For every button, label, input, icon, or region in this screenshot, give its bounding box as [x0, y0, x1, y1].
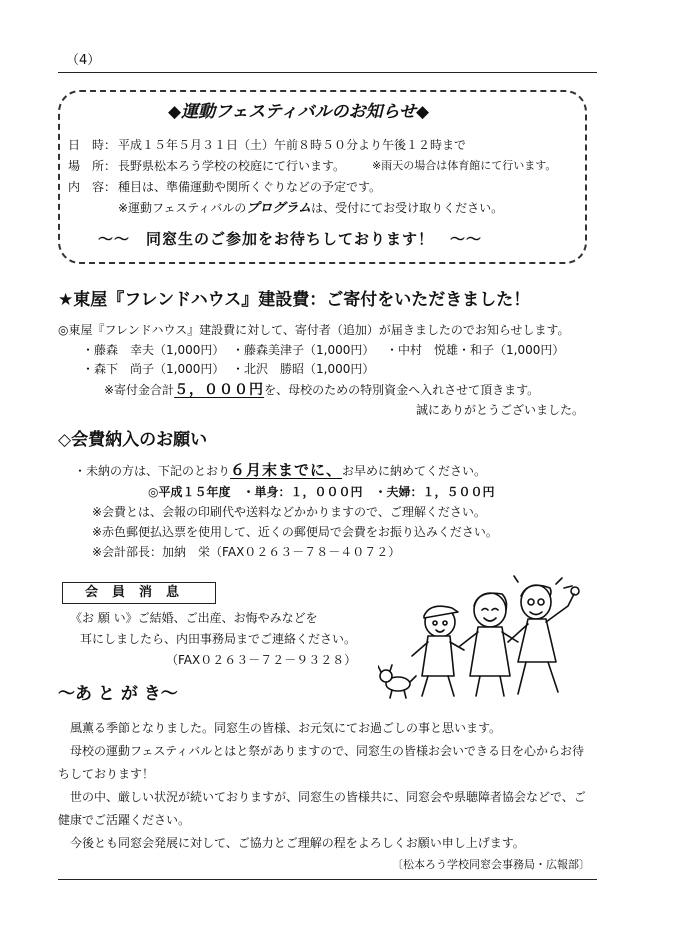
cheering-people-illustration: [378, 572, 590, 702]
festival-closing: ～～ 同窓生のご参加をお待ちしております！ ～～: [98, 230, 483, 248]
afterword-signature: 〔松本ろう学校同窓会事務局・広報部〕: [392, 858, 590, 871]
festival-place-label: 場 所：: [68, 159, 117, 173]
member-news-fax: （FAX０２６３－７２－９３２８）: [166, 653, 357, 667]
program-prefix: ※運動フェスティバルの: [118, 201, 247, 215]
festival-content: 種目は、準備運動や関所くぐりなどの予定です。: [118, 180, 382, 194]
total-suffix: を、母校のための特別資金へ入れさせて頂きます。: [264, 383, 540, 397]
dues-note: ※会費とは、会報の印刷代や送料などかかりますので、ご理解ください。: [92, 505, 486, 519]
afterword-line: 健康でご活躍ください。: [58, 813, 191, 827]
afterword-line: 風薫る季節となりました。同窓生の皆様、お元気にてお過ごしの事と思います。: [70, 721, 502, 735]
festival-content-label: 内 容：: [68, 180, 117, 194]
donation-thanks: 誠にありがとうございました。: [416, 403, 585, 417]
donor-item: ・藤森美津子（1,000円）: [232, 343, 375, 357]
donation-total-line: [104, 382, 539, 398]
afterword-line: 世の中、厳しい状況が続いておりますが、同窓生の皆様共に、同窓会や県聴障者協会などで、ご: [70, 790, 586, 804]
friend-house-heading: ★東屋『フレンドハウス』建設費：ご寄付をいただきました！: [58, 290, 531, 310]
top-rule: [58, 72, 597, 73]
total-amount: ５，０００円: [174, 382, 265, 398]
dues-line-prefix: ・未納の方は、下記のとおり: [74, 464, 231, 478]
member-news-label: 会員消息: [62, 582, 216, 604]
festival-rain-note: ※雨天の場合は体育館にて行います。: [372, 159, 557, 172]
member-news-contact: 耳にしましたら、内田事務局までご連絡ください。: [80, 632, 357, 646]
bottom-rule: [58, 879, 597, 880]
festival-place: 長野県松本ろう学校の校庭にて行います。: [118, 159, 346, 173]
donor-item: ・中村 悦雄・和子（1,000円）: [386, 343, 565, 357]
festival-date: 平成１５年５月３１日（土）午前８時５０分より午後１２時まで: [118, 138, 467, 152]
donor-item: ・藤森 幸夫（1,000円）: [82, 343, 225, 357]
donor-item: ・森下 尚子（1,000円）: [82, 362, 225, 376]
afterword-line: 今後とも同窓会発展に対して、ご協力とご理解の程をよろしくお願い申し上げます。: [70, 836, 525, 850]
dues-note: ※会計部長：加納 栄（FAX０２６３－７８－４０７２）: [92, 545, 401, 559]
dues-line-suffix: お早めに納めてください。: [342, 464, 487, 478]
program-word: プログラム: [246, 201, 312, 216]
afterword-heading: ～あ と が き～: [58, 684, 178, 704]
afterword-line: 母校の運動フェスティバルとはと祭がありますので、同窓生の皆様お会いできる日を心からお待: [70, 744, 584, 758]
program-suffix: は、受付にてお受け取りください。: [311, 201, 504, 215]
dues-heading: ◇会費納入のお願い: [58, 430, 208, 450]
friend-house-intro: ◎東屋『フレンドハウス』建設費に対して、寄付者（追加）が届きましたのでお知らせします。: [58, 323, 570, 337]
page-number: （4）: [66, 53, 101, 68]
dues-note: ※赤色郵便払込票を使用して、近くの郵便局で会費をお振り込みください。: [92, 525, 498, 539]
afterword-line: ちしております！: [58, 767, 155, 781]
festival-title: ◆運動フェスティバルのお知らせ◆: [168, 102, 430, 122]
donor-item: ・北沢 勝昭（1,000円）: [232, 362, 375, 376]
dues-deadline: ６月末までに、: [230, 461, 343, 479]
festival-date-label: 日 時：: [68, 138, 117, 152]
total-prefix: ※寄付金合計: [104, 383, 175, 397]
dues-fees: ◎平成１５年度 ・単身：１，０００円 ・夫婦：１，５００円: [148, 485, 495, 499]
dues-deadline-line: [74, 462, 486, 479]
member-news-request: 《お 願 い》ご結婚、ご出産、お悔やみなどを: [70, 611, 318, 625]
festival-program-line: [118, 200, 503, 217]
